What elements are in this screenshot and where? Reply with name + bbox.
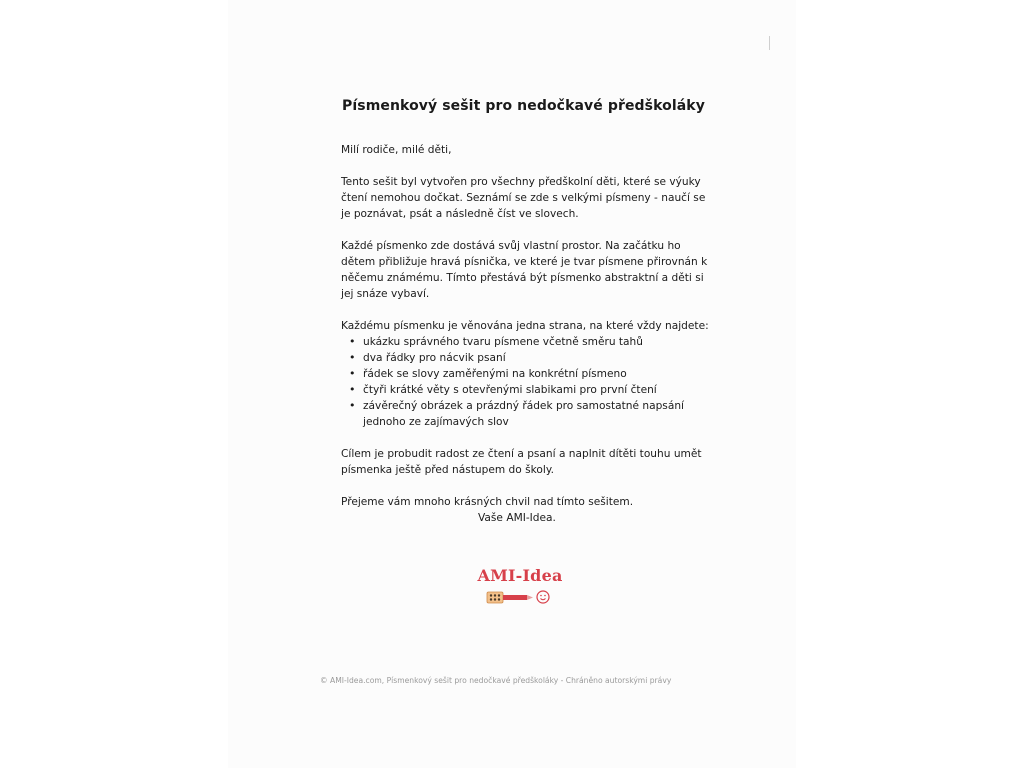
- list-item: • závěrečný obrázek a prázdný řádek pro samostatné napsání jednoho ze zajímavých slov: [363, 398, 711, 430]
- pencil-smiley-icon: [486, 588, 556, 606]
- feature-list: [341, 334, 711, 430]
- paragraph-list-intro: Každému písmenku je věnována jedna strana, na které vždy najdete:: [341, 320, 709, 332]
- greeting: Milí rodiče, milé děti,: [341, 144, 452, 156]
- logo-text: AMI-Idea: [477, 566, 563, 585]
- brand-logo: [472, 566, 568, 608]
- paragraph-letters: Každé písmenko zde dostává svůj vlastní prostor. Na začátku ho dětem přibližuje hravá písnička, ve které je tvar písmene přirovnán k něčemu známému. Tímto přestává být písmenko abstraktní a děti si jej snáze vybaví.: [341, 240, 708, 300]
- list-item: • ukázku správného tvaru písmene včetně směru tahů: [363, 334, 711, 350]
- paragraph-goal: Cílem je probudit radost ze čtení a psaní a naplnit dítěti touhu umět písmenka ještě před nástupem do školy.: [341, 448, 702, 476]
- scan-edge-mark: [769, 36, 770, 50]
- paragraph-intro: Tento sešit byl vytvořen pro všechny předškolní děti, které se výuky čtení nemohou dočkat. Seznámí se zde s velkými písmeny - naučí se je poznávat, psát a následně číst ve slovech.: [341, 176, 706, 220]
- list-item: • dva řádky pro nácvik psaní: [363, 350, 711, 366]
- document-body: [341, 142, 711, 542]
- document-title: Písmenkový sešit pro nedočkavé předškoláky: [342, 98, 705, 114]
- closing-line: Přejeme vám mnoho krásných chvil nad tímto sešitem.: [341, 496, 634, 508]
- list-item: • řádek se slovy zaměřenými na konkrétní písmeno: [363, 366, 711, 382]
- copyright-footer: © AMI-Idea.com, Písmenkový sešit pro nedočkavé předškoláky - Chráněno autorskými právy: [320, 676, 672, 685]
- closing-block: [341, 494, 711, 526]
- signature: Vaše AMI-Idea.: [478, 512, 556, 524]
- list-item: • čtyři krátké věty s otevřenými slabikami pro první čtení: [363, 382, 711, 398]
